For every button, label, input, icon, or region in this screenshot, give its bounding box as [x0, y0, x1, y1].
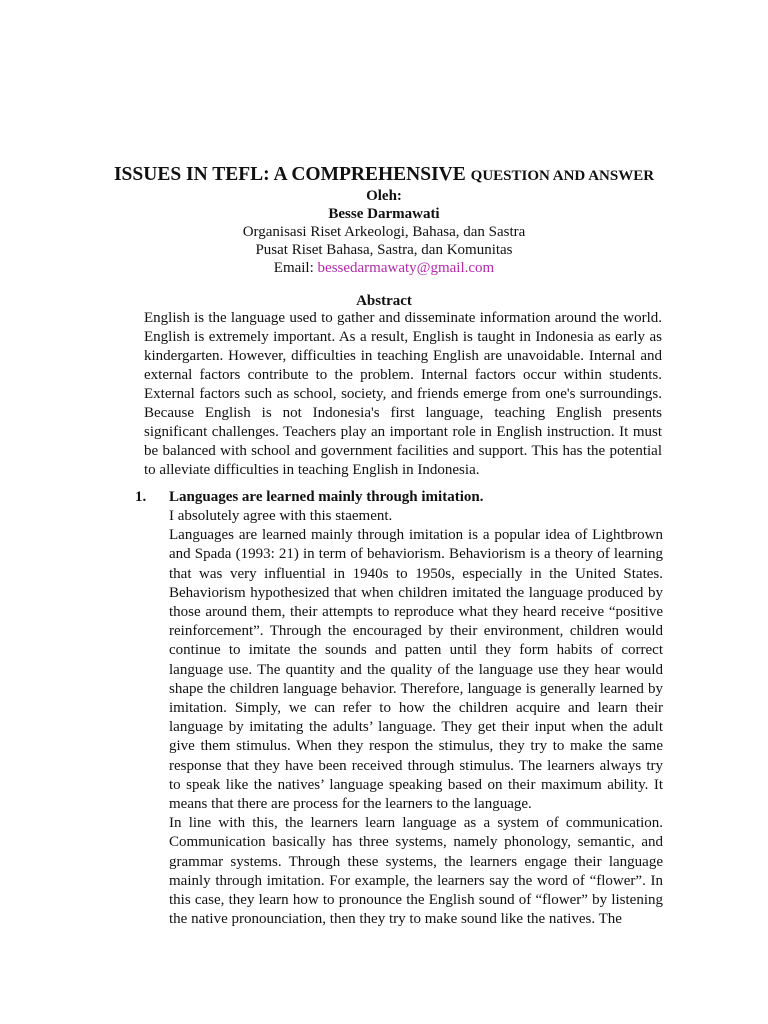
- document-header: [0, 164, 768, 277]
- section-1-paragraph-1: Languages are learned mainly through imitation is a popular idea of Lightbrown and Spada (1993: 21) in term of behaviorism. Behaviorism is a theory of learning that was very influential in 1940s to 1950s, especially in the United States. Behaviorism hypothesized that when children imitated the language produced by those around them, their attempts to reproduce what they heard receive “positive reinforcement”. Through the encouraged by their environment, children would continue to imitate the sounds and patten until they form habits of correct language use. The quantity and the quality of the language use they hear would shape the children language behavior. Therefore, language is generally learned by imitation. Simply, we can refer to how the children acquire and learn their language by imitating the adults’ language. They get their input when the adult give them stimulus. When they respon the stimulus, they try to make the same response that they have been received through stimulus. The learners always try to speak like the natives’ language speaking based on their maximum ability. It means that there are process for the learners to the language.: [169, 527, 663, 813]
- section-1-heading: [135, 488, 663, 507]
- author-name: Besse Darmawati: [328, 206, 440, 222]
- email-label: Email:: [273, 260, 314, 276]
- section-1-body: [169, 507, 663, 929]
- title-main: ISSUES IN TEFL: A COMPREHENSIVE: [113, 164, 466, 185]
- section-1-intro: I absolutely agree with this staement.: [169, 508, 393, 524]
- abstract-heading: Abstract: [356, 293, 412, 309]
- section-1-number: 1.: [135, 489, 147, 505]
- affiliation-1: Organisasi Riset Arkeologi, Bahasa, dan Sastra: [242, 224, 526, 240]
- abstract-text: English is the language used to gather and disseminate information around the world. English is extremely important. As a result, English is taught in Indonesia as early as kindergarten. However, difficulties in teaching English are unavoidable. Internal and external factors contribute to the problem. Internal factors occur within students. External factors such as school, society, and friends emerge from one's surroundings. Because English is not Indonesia's first language, teaching English presents significant challenges. Teachers play an important role in English instruction. It must be balanced with school and government facilities and support. This has the potential to alleviate difficulties in teaching English in Indonesia.: [144, 310, 662, 478]
- title-sub: QUESTION AND ANSWER: [470, 168, 655, 184]
- email-line: [0, 259, 768, 277]
- affiliation-2: Pusat Riset Bahasa, Sastra, dan Komunitas: [255, 242, 513, 258]
- section-1: [135, 488, 663, 929]
- email-link[interactable]: bessedarmawaty@gmail.com: [317, 260, 495, 276]
- section-1-title: Languages are learned mainly through imitation.: [169, 489, 484, 505]
- document-title: [0, 164, 768, 187]
- by-label: Oleh:: [366, 188, 402, 204]
- section-1-paragraph-2: In line with this, the learners learn language as a system of communication. Communication basically has three systems, namely phonology, semantic, and grammar systems. Through these systems, the learners engage their language mainly through imitation. For example, the learners say the word of “flower”. In this case, they learn how to pronounce the English sound of “flower” by listening the native pronounciation, then they try to make sound like the natives. The: [169, 815, 663, 928]
